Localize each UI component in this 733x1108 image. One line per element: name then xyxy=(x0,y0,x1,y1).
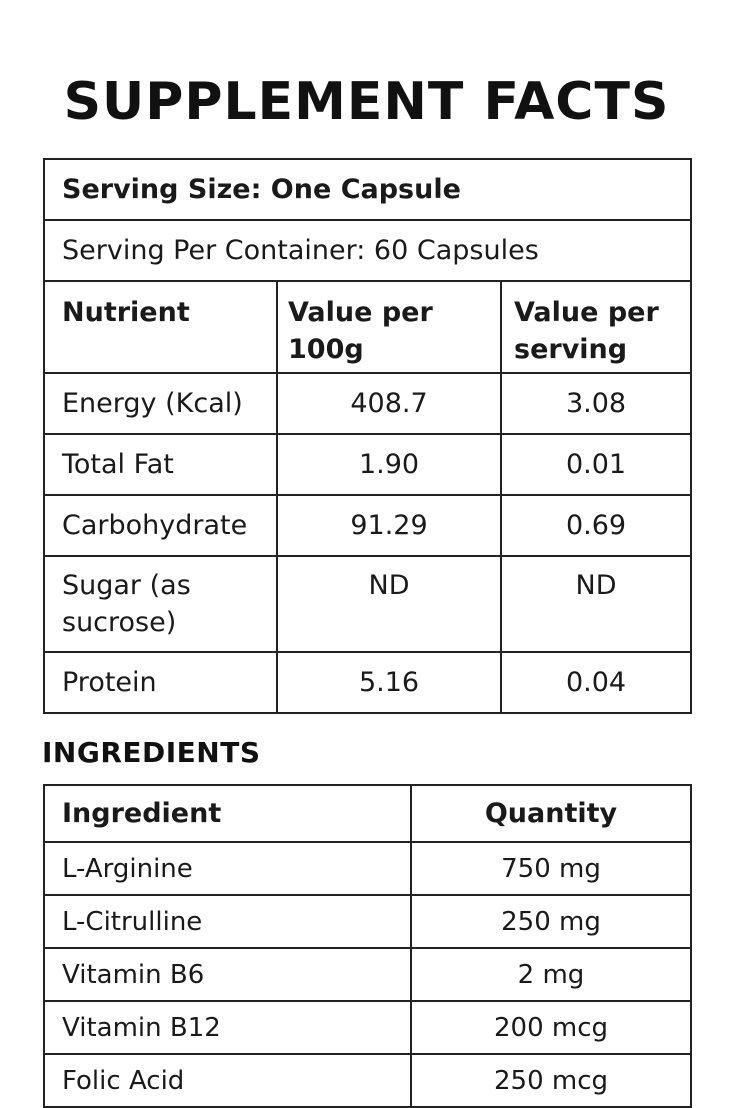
value-per-serving: 0.69 xyxy=(501,495,691,556)
nutrition-header-row xyxy=(44,281,691,373)
supplement-facts-table xyxy=(43,158,692,714)
table-row xyxy=(44,842,691,895)
ingredient-quantity: 750 mg xyxy=(411,842,691,895)
servings-per-container-row xyxy=(44,220,691,281)
table-row xyxy=(44,495,691,556)
nutrient-name: Energy (Kcal) xyxy=(44,373,277,434)
table-row xyxy=(44,948,691,1001)
serving-size: Serving Size: One Capsule xyxy=(44,159,691,220)
ingredient-name: Vitamin B6 xyxy=(44,948,411,1001)
table-row xyxy=(44,1001,691,1054)
nutrient-name: Sugar (as sucrose) xyxy=(44,556,277,652)
nutrient-name: Protein xyxy=(44,652,277,713)
ingredients-header-row xyxy=(44,785,691,842)
ingredients-table xyxy=(43,784,692,1108)
ingredient-name: L-Arginine xyxy=(44,842,411,895)
column-header-quantity: Quantity xyxy=(411,785,691,842)
page-title: SUPPLEMENT FACTS xyxy=(63,72,670,132)
nutrient-name: Total Fat xyxy=(44,434,277,495)
ingredients-heading: INGREDIENTS xyxy=(42,736,261,769)
table-row xyxy=(44,1054,691,1107)
nutrient-name: Carbohydrate xyxy=(44,495,277,556)
value-per-100g: 5.16 xyxy=(277,652,501,713)
value-per-serving: ND xyxy=(501,556,691,652)
value-per-serving: 0.01 xyxy=(501,434,691,495)
ingredient-quantity: 250 mcg xyxy=(411,1054,691,1107)
table-row xyxy=(44,373,691,434)
value-per-100g: 408.7 xyxy=(277,373,501,434)
ingredient-name: Folic Acid xyxy=(44,1054,411,1107)
value-per-serving: 0.04 xyxy=(501,652,691,713)
ingredient-name: L-Citrulline xyxy=(44,895,411,948)
ingredient-quantity: 2 mg xyxy=(411,948,691,1001)
table-row xyxy=(44,556,691,652)
table-row xyxy=(44,895,691,948)
ingredient-quantity: 200 mcg xyxy=(411,1001,691,1054)
column-header-per-serving: Value per serving xyxy=(501,281,691,373)
servings-per-container: Serving Per Container: 60 Capsules xyxy=(44,220,691,281)
value-per-serving: 3.08 xyxy=(501,373,691,434)
column-header-nutrient: Nutrient xyxy=(44,281,277,373)
column-header-per-100g: Value per 100g xyxy=(277,281,501,373)
ingredient-name: Vitamin B12 xyxy=(44,1001,411,1054)
column-header-ingredient: Ingredient xyxy=(44,785,411,842)
table-row xyxy=(44,434,691,495)
value-per-100g: ND xyxy=(277,556,501,652)
table-row xyxy=(44,652,691,713)
value-per-100g: 91.29 xyxy=(277,495,501,556)
value-per-100g: 1.90 xyxy=(277,434,501,495)
ingredient-quantity: 250 mg xyxy=(411,895,691,948)
serving-size-row xyxy=(44,159,691,220)
